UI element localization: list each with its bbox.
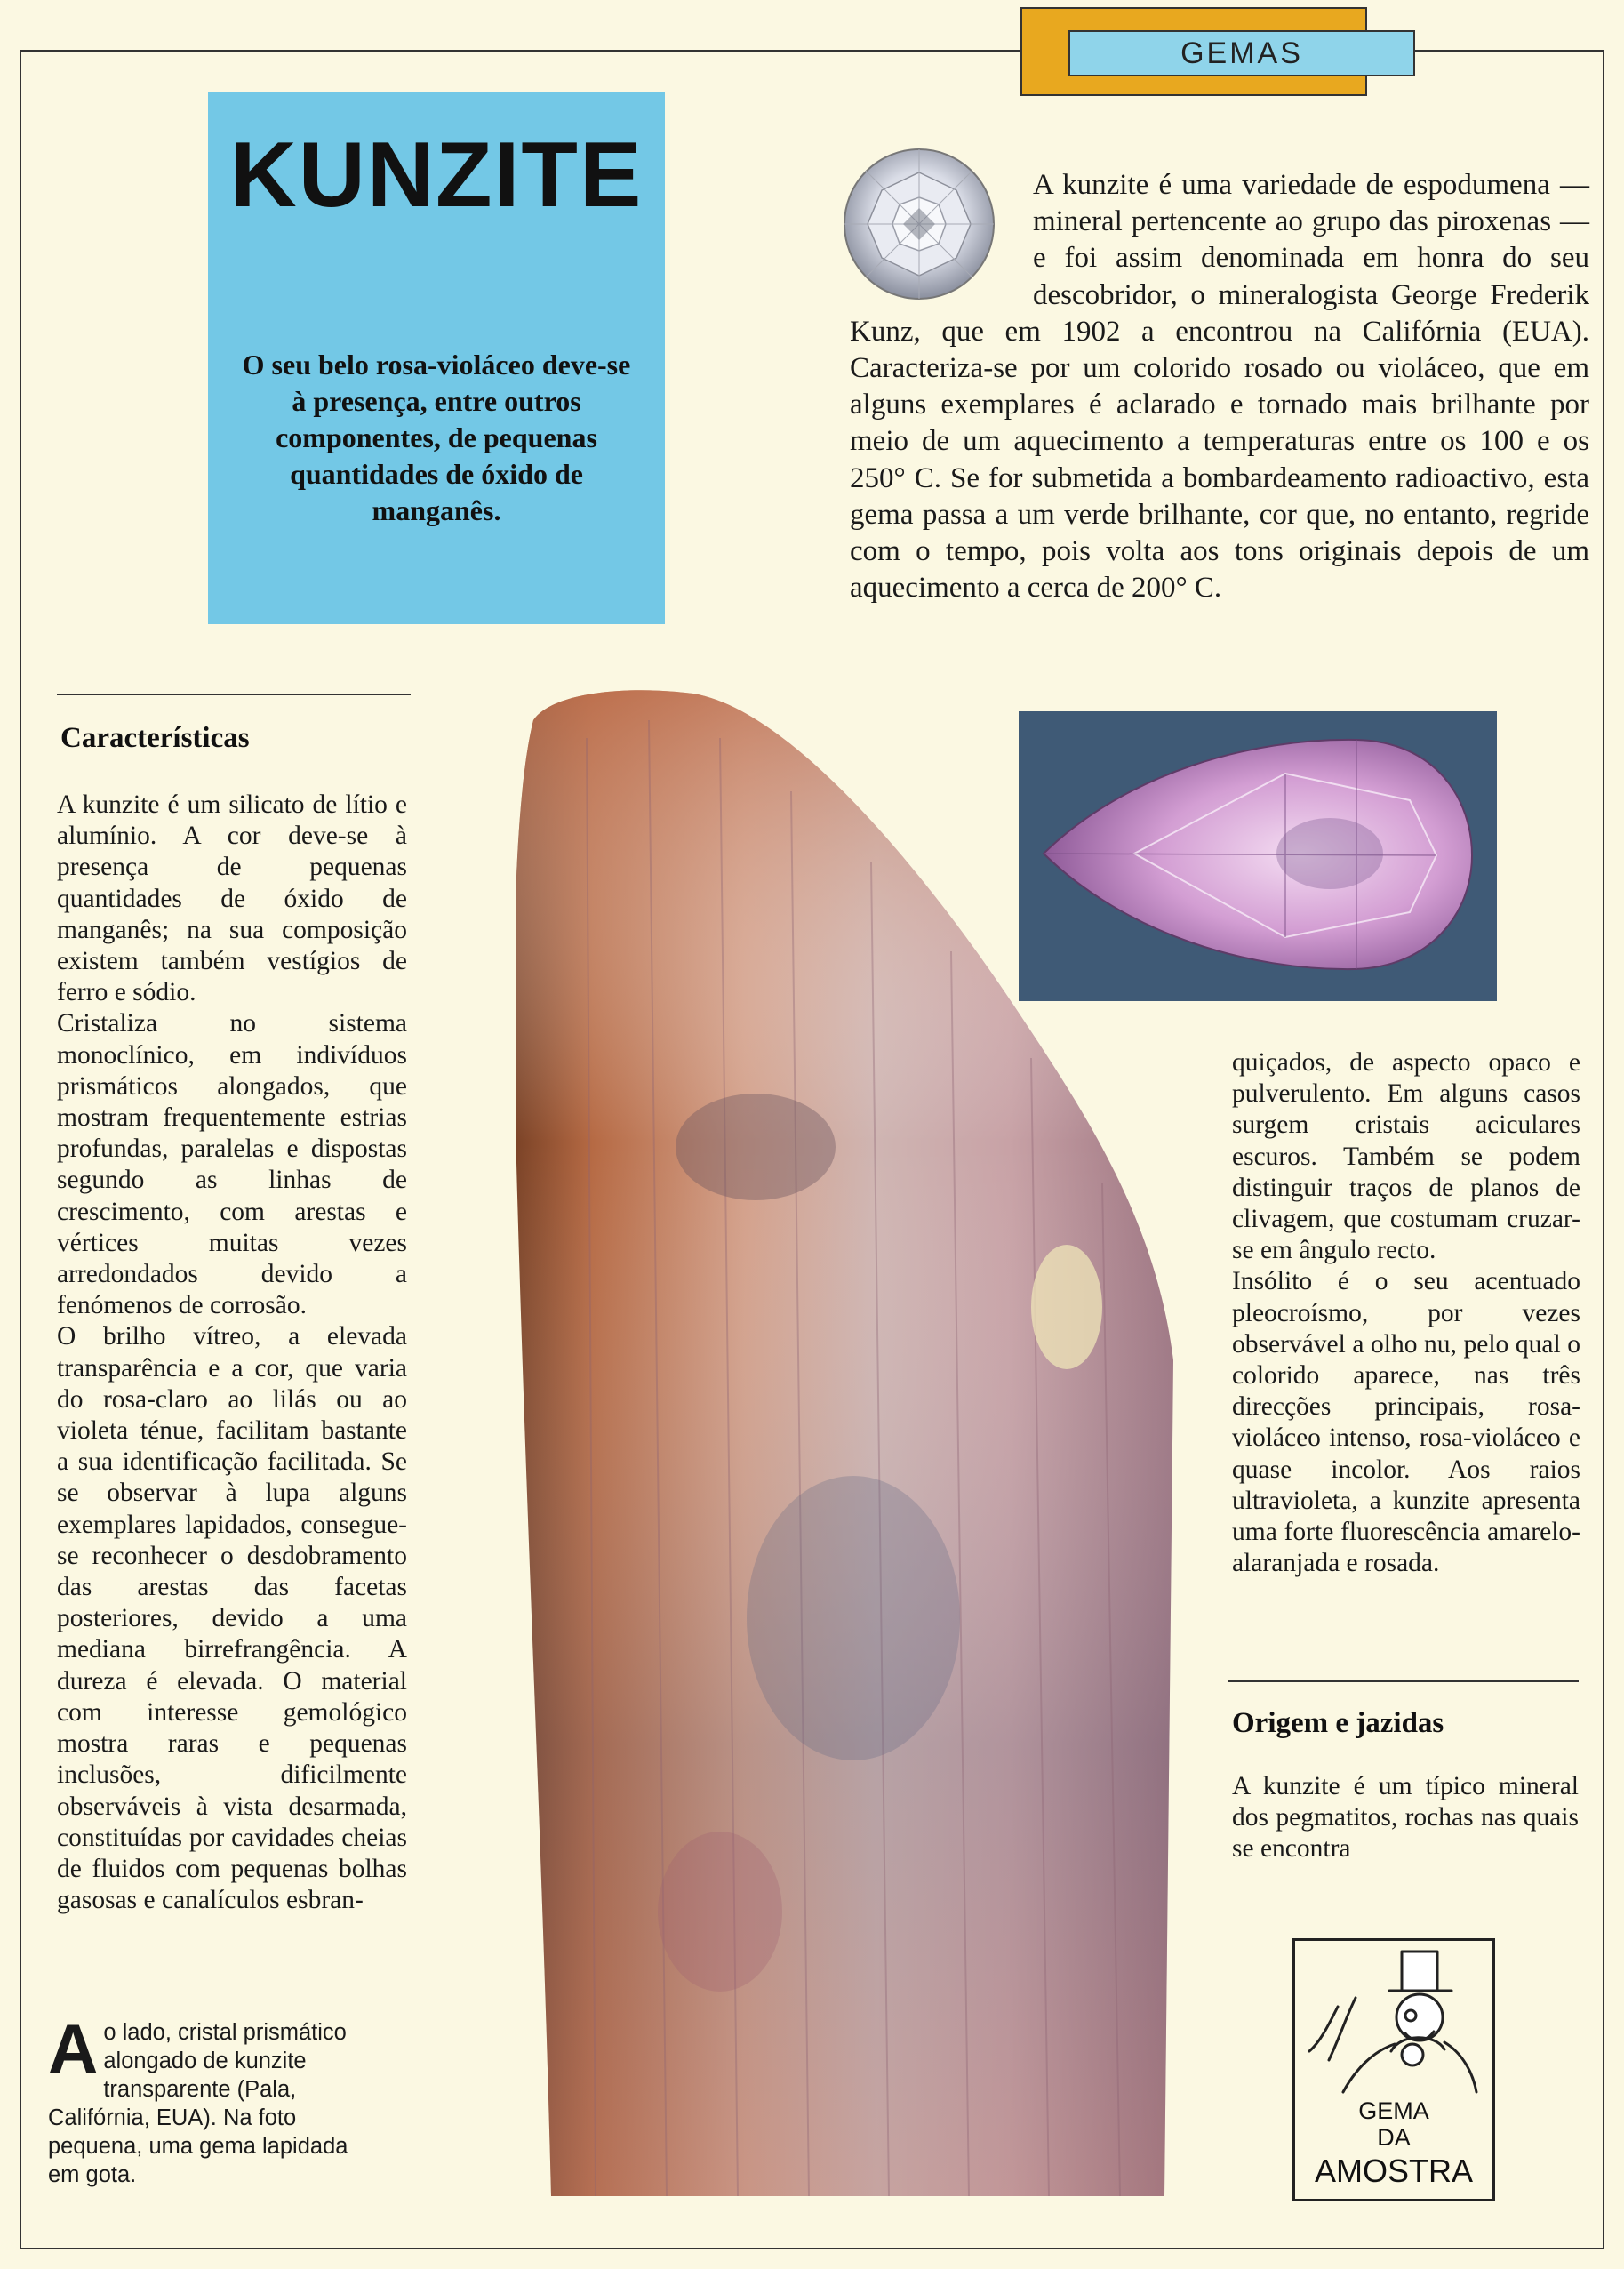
right-column-p1: quiçados, de aspecto opaco e pulverulento. Em alguns casos surgem cristais aciculares escuros. Também se podem distinguir traços de planos de clivagem, que costumam cruzar-se em ângulo recto.: [1232, 1048, 1580, 1265]
page-title: KUNZITE: [229, 124, 644, 227]
caption-dropcap: A: [48, 2009, 99, 2088]
heading-caracteristicas: Características: [60, 722, 250, 754]
origem-p1: A kunzite é um típico mineral dos pegmatitos, rochas nas quais se encontra: [1232, 1772, 1579, 1864]
heading-origem: Origem e jazidas: [1232, 1707, 1444, 1739]
collector-illustration-icon: [1302, 1944, 1485, 2096]
right-column-text: [1232, 1047, 1580, 1579]
origem-text: [1232, 1771, 1579, 1865]
divider-caracteristicas: [57, 694, 411, 695]
section-tab: [1068, 30, 1415, 76]
caracteristicas-p1: A kunzite é um silicato de lítio e alumínio. A cor deve-se à presença de pequenas quantidades de óxido de manganês; na sua composição existem também vestígios de ferro e sódio.: [57, 790, 407, 1007]
logo-line-3: AMOSTRA: [1314, 2153, 1473, 2189]
logo-line-2: DA: [1377, 2124, 1411, 2151]
page-subtitle: O seu belo rosa-violáceo deve-se à presença, entre outros componentes, de pequenas quantidades de óxido de manganês.: [242, 349, 631, 526]
logo-line-1: GEMA: [1358, 2097, 1429, 2124]
caracteristicas-text: [57, 790, 407, 1916]
intro-paragraph: A kunzite é uma variedade de espodumena — mineral pertencente ao grupo das piroxenas — e foi assim denominada em honra do seu descobridor, o mineralogista George Frederik Kunz, que em 1902 a encontrou na Califórnia (EUA). Caracteriza-se por um colorido rosado ou violáceo, que em alguns exemplares é aclarado e tornado mais brilhante por meio de um aquecimento a temperaturas entre os 100 e os 250° C. Se for submetida a bombardeamento radioactivo, esta gema passa a um verde brilhante, cor que, no entanto, regride com o tempo, pois volta aos tons originais depois de um aquecimento a cerca de 200° C.: [850, 169, 1589, 605]
right-column-p2: Insólito é o seu acentuado pleocroísmo, por vezes observável a olho nu, pelo qual o colorido aparece, nas três direcções principais, rosa-violáceo intenso, rosa-violáceo e quase incolor. Aos raios ultravioleta, a kunzite apresenta uma forte fluorescência amarelo-alaranjada e rosada.: [1232, 1267, 1580, 1578]
gema-da-amostra-logo: [1292, 1938, 1495, 2201]
kunzite-crystal-photo: [516, 685, 1191, 2196]
title-box: [208, 92, 665, 624]
section-tab-label: GEMAS: [1180, 36, 1303, 70]
caracteristicas-p2: Cristaliza no sistema monoclínico, em indivíduos prismáticos alongados, que mostram frequentemente estrias profundas, paralelas e dispostas segundo as linhas de crescimento, com arestas e vértices muitas vezes arredondados devido a fenómenos de corrosão.: [57, 1009, 407, 1320]
photo-caption: [48, 2009, 377, 2189]
caption-text: o lado, cristal prismático alongado de kunzite transparente (Pala, Califórnia, EUA). Na foto pequena, uma gema lapidada em gota.: [48, 2020, 348, 2187]
divider-origem: [1228, 1680, 1579, 1682]
caracteristicas-p3: O brilho vítreo, a elevada transparência e a cor, que varia do rosa-claro ao lilás ou ao violeta ténue, facilitam bastante a sua identificação facilitada. Se se observar à lupa alguns exemplares lapidados, consegue-se reconhecer o desdobramento das arestas das facetas posteriores, devido a uma mediana birrefrangência. A dureza é elevada. O material com interesse gemológico mostra raras e pequenas inclusões, dificilmente observáveis à vista desarmada, constituídas por cavidades cheias de fluidos com pequenas bolhas gasosas e canalículos esbran-: [57, 1322, 407, 1915]
